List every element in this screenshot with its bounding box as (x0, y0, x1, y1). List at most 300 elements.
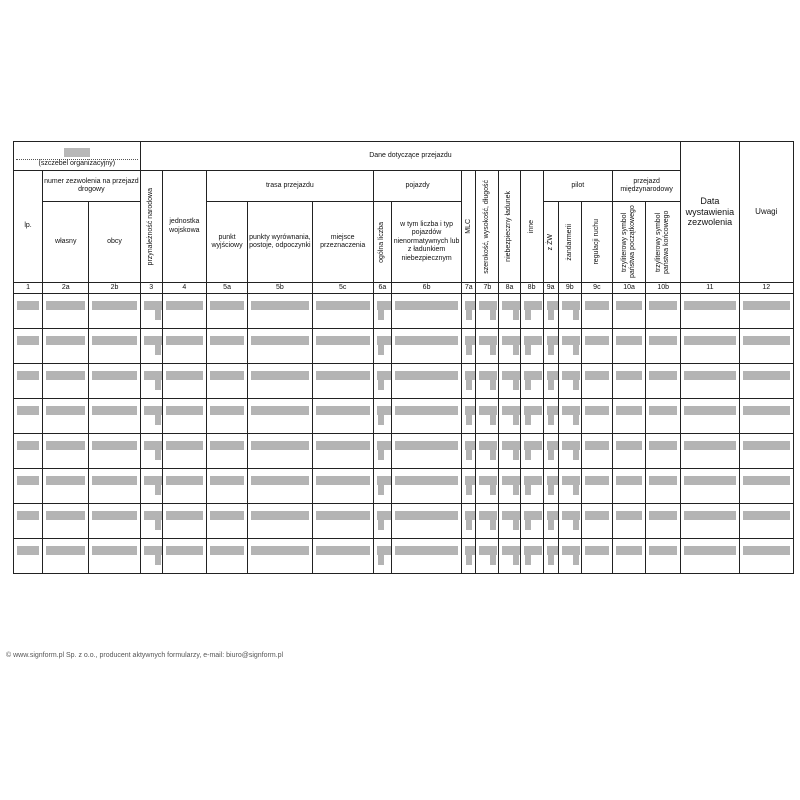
entry-field[interactable] (92, 546, 136, 555)
entry-cell[interactable] (646, 329, 681, 364)
entry-cell[interactable] (206, 329, 247, 364)
entry-field[interactable] (251, 546, 308, 555)
entry-cell[interactable] (520, 329, 543, 364)
entry-field[interactable] (166, 336, 203, 345)
entry-field[interactable] (616, 441, 642, 450)
entry-cell[interactable] (391, 504, 461, 539)
entry-field[interactable] (502, 336, 520, 345)
entry-field[interactable] (649, 406, 677, 415)
entry-cell[interactable] (462, 539, 476, 574)
entry-cell[interactable] (543, 329, 558, 364)
entry-field[interactable] (684, 441, 735, 450)
org-level-field[interactable] (64, 148, 90, 157)
entry-cell[interactable] (462, 294, 476, 329)
entry-field[interactable] (166, 441, 203, 450)
entry-field[interactable] (465, 476, 476, 485)
entry-field[interactable] (210, 301, 244, 310)
entry-field[interactable] (46, 546, 85, 555)
entry-cell[interactable] (89, 469, 140, 504)
entry-field[interactable] (465, 546, 476, 555)
entry-field[interactable] (46, 336, 85, 345)
entry-field[interactable] (547, 441, 559, 450)
entry-cell[interactable] (391, 294, 461, 329)
entry-field[interactable] (479, 441, 497, 450)
entry-cell[interactable] (499, 469, 520, 504)
entry-field[interactable] (316, 406, 370, 415)
entry-field[interactable] (395, 301, 458, 310)
entry-field[interactable] (46, 406, 85, 415)
entry-cell[interactable] (681, 434, 739, 469)
entry-cell[interactable] (312, 399, 373, 434)
entry-field[interactable] (144, 406, 162, 415)
entry-field[interactable] (92, 441, 136, 450)
entry-cell[interactable] (499, 364, 520, 399)
entry-field[interactable] (743, 546, 790, 555)
entry-cell[interactable] (581, 434, 612, 469)
entry-field[interactable] (616, 301, 642, 310)
entry-cell[interactable] (739, 294, 793, 329)
entry-field[interactable] (46, 371, 85, 380)
entry-field[interactable] (684, 371, 735, 380)
entry-cell[interactable] (558, 364, 581, 399)
entry-field[interactable] (395, 546, 458, 555)
entry-field[interactable] (479, 476, 497, 485)
entry-cell[interactable] (248, 434, 312, 469)
entry-field[interactable] (479, 301, 497, 310)
entry-field[interactable] (144, 371, 162, 380)
entry-cell[interactable] (612, 469, 645, 504)
entry-cell[interactable] (140, 294, 162, 329)
entry-cell[interactable] (646, 504, 681, 539)
entry-field[interactable] (743, 406, 790, 415)
entry-field[interactable] (46, 511, 85, 520)
entry-field[interactable] (251, 406, 308, 415)
entry-field[interactable] (562, 511, 580, 520)
entry-field[interactable] (616, 546, 642, 555)
entry-field[interactable] (144, 546, 162, 555)
entry-cell[interactable] (476, 539, 499, 574)
entry-field[interactable] (547, 476, 559, 485)
entry-field[interactable] (649, 441, 677, 450)
entry-field[interactable] (562, 546, 580, 555)
entry-field[interactable] (684, 336, 735, 345)
entry-cell[interactable] (476, 329, 499, 364)
entry-cell[interactable] (543, 504, 558, 539)
entry-field[interactable] (377, 371, 392, 380)
entry-field[interactable] (46, 441, 85, 450)
entry-field[interactable] (144, 336, 162, 345)
entry-field[interactable] (251, 476, 308, 485)
entry-cell[interactable] (646, 294, 681, 329)
entry-field[interactable] (92, 301, 136, 310)
entry-cell[interactable] (391, 469, 461, 504)
entry-field[interactable] (585, 371, 609, 380)
entry-cell[interactable] (581, 469, 612, 504)
entry-cell[interactable] (499, 504, 520, 539)
entry-cell[interactable] (520, 434, 543, 469)
entry-field[interactable] (502, 371, 520, 380)
entry-cell[interactable] (162, 539, 206, 574)
entry-cell[interactable] (543, 434, 558, 469)
entry-cell[interactable] (373, 329, 391, 364)
entry-field[interactable] (616, 406, 642, 415)
entry-cell[interactable] (612, 539, 645, 574)
entry-cell[interactable] (558, 329, 581, 364)
entry-cell[interactable] (681, 504, 739, 539)
entry-field[interactable] (465, 371, 476, 380)
entry-cell[interactable] (462, 504, 476, 539)
entry-cell[interactable] (391, 329, 461, 364)
entry-field[interactable] (316, 301, 370, 310)
entry-cell[interactable] (43, 504, 89, 539)
entry-cell[interactable] (520, 399, 543, 434)
entry-field[interactable] (585, 406, 609, 415)
entry-cell[interactable] (373, 399, 391, 434)
entry-cell[interactable] (89, 329, 140, 364)
entry-field[interactable] (166, 371, 203, 380)
entry-field[interactable] (144, 301, 162, 310)
entry-cell[interactable] (462, 399, 476, 434)
entry-cell[interactable] (681, 539, 739, 574)
entry-cell[interactable] (646, 539, 681, 574)
entry-cell[interactable] (581, 294, 612, 329)
entry-field[interactable] (377, 336, 392, 345)
entry-cell[interactable] (462, 469, 476, 504)
entry-cell[interactable] (14, 364, 43, 399)
entry-field[interactable] (479, 511, 497, 520)
entry-cell[interactable] (14, 294, 43, 329)
entry-field[interactable] (395, 476, 458, 485)
entry-field[interactable] (377, 441, 392, 450)
entry-cell[interactable] (140, 539, 162, 574)
entry-field[interactable] (479, 546, 497, 555)
entry-field[interactable] (92, 336, 136, 345)
entry-cell[interactable] (612, 504, 645, 539)
entry-field[interactable] (92, 406, 136, 415)
entry-field[interactable] (251, 336, 308, 345)
entry-cell[interactable] (43, 434, 89, 469)
entry-cell[interactable] (558, 434, 581, 469)
entry-cell[interactable] (14, 434, 43, 469)
entry-field[interactable] (743, 336, 790, 345)
entry-cell[interactable] (140, 329, 162, 364)
entry-cell[interactable] (312, 294, 373, 329)
entry-field[interactable] (17, 336, 39, 345)
entry-field[interactable] (144, 511, 162, 520)
entry-cell[interactable] (373, 434, 391, 469)
entry-field[interactable] (649, 476, 677, 485)
entry-cell[interactable] (248, 294, 312, 329)
entry-cell[interactable] (391, 399, 461, 434)
entry-cell[interactable] (581, 399, 612, 434)
entry-cell[interactable] (739, 364, 793, 399)
entry-cell[interactable] (543, 364, 558, 399)
entry-cell[interactable] (739, 469, 793, 504)
entry-cell[interactable] (373, 364, 391, 399)
entry-field[interactable] (465, 301, 476, 310)
entry-field[interactable] (479, 371, 497, 380)
entry-field[interactable] (743, 476, 790, 485)
entry-field[interactable] (524, 371, 542, 380)
entry-cell[interactable] (206, 539, 247, 574)
entry-field[interactable] (649, 511, 677, 520)
entry-field[interactable] (502, 406, 520, 415)
entry-cell[interactable] (681, 469, 739, 504)
entry-cell[interactable] (520, 539, 543, 574)
entry-field[interactable] (144, 441, 162, 450)
entry-field[interactable] (251, 301, 308, 310)
entry-field[interactable] (524, 476, 542, 485)
entry-cell[interactable] (373, 539, 391, 574)
entry-cell[interactable] (681, 329, 739, 364)
entry-cell[interactable] (312, 434, 373, 469)
entry-field[interactable] (684, 406, 735, 415)
entry-cell[interactable] (476, 364, 499, 399)
entry-field[interactable] (649, 301, 677, 310)
entry-cell[interactable] (140, 504, 162, 539)
entry-field[interactable] (210, 406, 244, 415)
entry-field[interactable] (17, 546, 39, 555)
entry-cell[interactable] (581, 504, 612, 539)
entry-field[interactable] (502, 476, 520, 485)
entry-field[interactable] (616, 371, 642, 380)
entry-field[interactable] (585, 476, 609, 485)
entry-cell[interactable] (520, 294, 543, 329)
entry-cell[interactable] (476, 434, 499, 469)
entry-field[interactable] (251, 511, 308, 520)
entry-cell[interactable] (14, 399, 43, 434)
entry-cell[interactable] (739, 504, 793, 539)
entry-field[interactable] (166, 301, 203, 310)
entry-field[interactable] (684, 476, 735, 485)
entry-field[interactable] (524, 546, 542, 555)
entry-cell[interactable] (312, 364, 373, 399)
entry-cell[interactable] (646, 399, 681, 434)
entry-field[interactable] (743, 371, 790, 380)
entry-cell[interactable] (476, 294, 499, 329)
entry-cell[interactable] (739, 399, 793, 434)
entry-field[interactable] (377, 406, 392, 415)
entry-field[interactable] (585, 301, 609, 310)
entry-field[interactable] (210, 476, 244, 485)
entry-cell[interactable] (558, 399, 581, 434)
entry-cell[interactable] (499, 399, 520, 434)
entry-cell[interactable] (248, 504, 312, 539)
entry-cell[interactable] (581, 539, 612, 574)
entry-cell[interactable] (681, 364, 739, 399)
entry-cell[interactable] (391, 539, 461, 574)
entry-cell[interactable] (162, 469, 206, 504)
entry-field[interactable] (465, 336, 476, 345)
entry-field[interactable] (743, 511, 790, 520)
entry-cell[interactable] (558, 504, 581, 539)
entry-field[interactable] (17, 511, 39, 520)
entry-cell[interactable] (248, 329, 312, 364)
entry-field[interactable] (585, 546, 609, 555)
entry-cell[interactable] (520, 504, 543, 539)
entry-field[interactable] (92, 476, 136, 485)
entry-cell[interactable] (612, 329, 645, 364)
entry-cell[interactable] (248, 469, 312, 504)
entry-cell[interactable] (499, 294, 520, 329)
entry-cell[interactable] (43, 399, 89, 434)
entry-field[interactable] (547, 511, 559, 520)
entry-field[interactable] (17, 406, 39, 415)
entry-cell[interactable] (162, 364, 206, 399)
entry-cell[interactable] (248, 364, 312, 399)
entry-field[interactable] (377, 301, 392, 310)
entry-cell[interactable] (543, 399, 558, 434)
entry-field[interactable] (479, 336, 497, 345)
entry-field[interactable] (502, 441, 520, 450)
entry-cell[interactable] (140, 399, 162, 434)
entry-cell[interactable] (14, 469, 43, 504)
entry-cell[interactable] (391, 434, 461, 469)
entry-cell[interactable] (739, 329, 793, 364)
entry-field[interactable] (547, 371, 559, 380)
entry-field[interactable] (616, 336, 642, 345)
org-level-cell[interactable] (14, 142, 141, 171)
entry-cell[interactable] (140, 469, 162, 504)
entry-field[interactable] (465, 406, 476, 415)
entry-field[interactable] (524, 441, 542, 450)
entry-cell[interactable] (543, 294, 558, 329)
entry-cell[interactable] (739, 539, 793, 574)
entry-cell[interactable] (43, 364, 89, 399)
entry-cell[interactable] (140, 434, 162, 469)
entry-cell[interactable] (391, 364, 461, 399)
entry-field[interactable] (502, 546, 520, 555)
entry-cell[interactable] (89, 399, 140, 434)
entry-cell[interactable] (89, 294, 140, 329)
entry-field[interactable] (585, 336, 609, 345)
entry-cell[interactable] (476, 399, 499, 434)
entry-cell[interactable] (89, 539, 140, 574)
entry-cell[interactable] (43, 469, 89, 504)
entry-cell[interactable] (646, 364, 681, 399)
entry-cell[interactable] (162, 434, 206, 469)
entry-field[interactable] (17, 371, 39, 380)
entry-cell[interactable] (499, 434, 520, 469)
entry-cell[interactable] (248, 399, 312, 434)
entry-cell[interactable] (89, 504, 140, 539)
entry-field[interactable] (524, 406, 542, 415)
entry-cell[interactable] (646, 469, 681, 504)
entry-field[interactable] (502, 511, 520, 520)
entry-field[interactable] (377, 476, 392, 485)
entry-cell[interactable] (612, 399, 645, 434)
entry-field[interactable] (743, 301, 790, 310)
entry-field[interactable] (547, 301, 559, 310)
entry-field[interactable] (251, 441, 308, 450)
entry-field[interactable] (395, 511, 458, 520)
entry-field[interactable] (46, 301, 85, 310)
entry-field[interactable] (144, 476, 162, 485)
entry-cell[interactable] (476, 504, 499, 539)
entry-cell[interactable] (373, 504, 391, 539)
entry-field[interactable] (684, 511, 735, 520)
entry-field[interactable] (562, 371, 580, 380)
entry-field[interactable] (562, 336, 580, 345)
entry-field[interactable] (562, 476, 580, 485)
entry-cell[interactable] (543, 539, 558, 574)
entry-field[interactable] (585, 511, 609, 520)
entry-cell[interactable] (558, 539, 581, 574)
entry-cell[interactable] (476, 469, 499, 504)
entry-field[interactable] (166, 511, 203, 520)
entry-cell[interactable] (543, 469, 558, 504)
entry-field[interactable] (502, 301, 520, 310)
entry-cell[interactable] (43, 539, 89, 574)
entry-field[interactable] (547, 336, 559, 345)
entry-field[interactable] (684, 301, 735, 310)
entry-cell[interactable] (612, 364, 645, 399)
entry-field[interactable] (479, 406, 497, 415)
entry-field[interactable] (616, 511, 642, 520)
entry-cell[interactable] (462, 434, 476, 469)
entry-cell[interactable] (612, 294, 645, 329)
entry-field[interactable] (684, 546, 735, 555)
entry-field[interactable] (46, 476, 85, 485)
entry-field[interactable] (547, 546, 559, 555)
entry-field[interactable] (316, 336, 370, 345)
entry-field[interactable] (316, 441, 370, 450)
entry-field[interactable] (210, 511, 244, 520)
entry-field[interactable] (166, 546, 203, 555)
entry-cell[interactable] (739, 434, 793, 469)
entry-field[interactable] (562, 301, 580, 310)
entry-cell[interactable] (140, 364, 162, 399)
entry-field[interactable] (251, 371, 308, 380)
entry-cell[interactable] (14, 504, 43, 539)
entry-cell[interactable] (612, 434, 645, 469)
entry-field[interactable] (524, 511, 542, 520)
entry-cell[interactable] (558, 469, 581, 504)
entry-cell[interactable] (373, 294, 391, 329)
entry-cell[interactable] (373, 469, 391, 504)
entry-cell[interactable] (520, 364, 543, 399)
entry-field[interactable] (395, 441, 458, 450)
entry-field[interactable] (649, 336, 677, 345)
entry-cell[interactable] (499, 539, 520, 574)
entry-field[interactable] (316, 511, 370, 520)
entry-cell[interactable] (558, 294, 581, 329)
entry-field[interactable] (166, 476, 203, 485)
entry-cell[interactable] (248, 539, 312, 574)
entry-field[interactable] (92, 511, 136, 520)
entry-field[interactable] (743, 441, 790, 450)
entry-field[interactable] (465, 511, 476, 520)
entry-cell[interactable] (89, 434, 140, 469)
entry-cell[interactable] (312, 539, 373, 574)
entry-field[interactable] (166, 406, 203, 415)
entry-cell[interactable] (162, 329, 206, 364)
entry-field[interactable] (316, 476, 370, 485)
entry-cell[interactable] (206, 469, 247, 504)
entry-cell[interactable] (43, 329, 89, 364)
entry-field[interactable] (547, 406, 559, 415)
entry-cell[interactable] (14, 329, 43, 364)
entry-cell[interactable] (162, 294, 206, 329)
entry-field[interactable] (377, 546, 392, 555)
entry-cell[interactable] (206, 434, 247, 469)
entry-field[interactable] (562, 441, 580, 450)
entry-cell[interactable] (581, 329, 612, 364)
entry-cell[interactable] (162, 399, 206, 434)
entry-cell[interactable] (646, 434, 681, 469)
entry-field[interactable] (17, 301, 39, 310)
entry-cell[interactable] (462, 329, 476, 364)
